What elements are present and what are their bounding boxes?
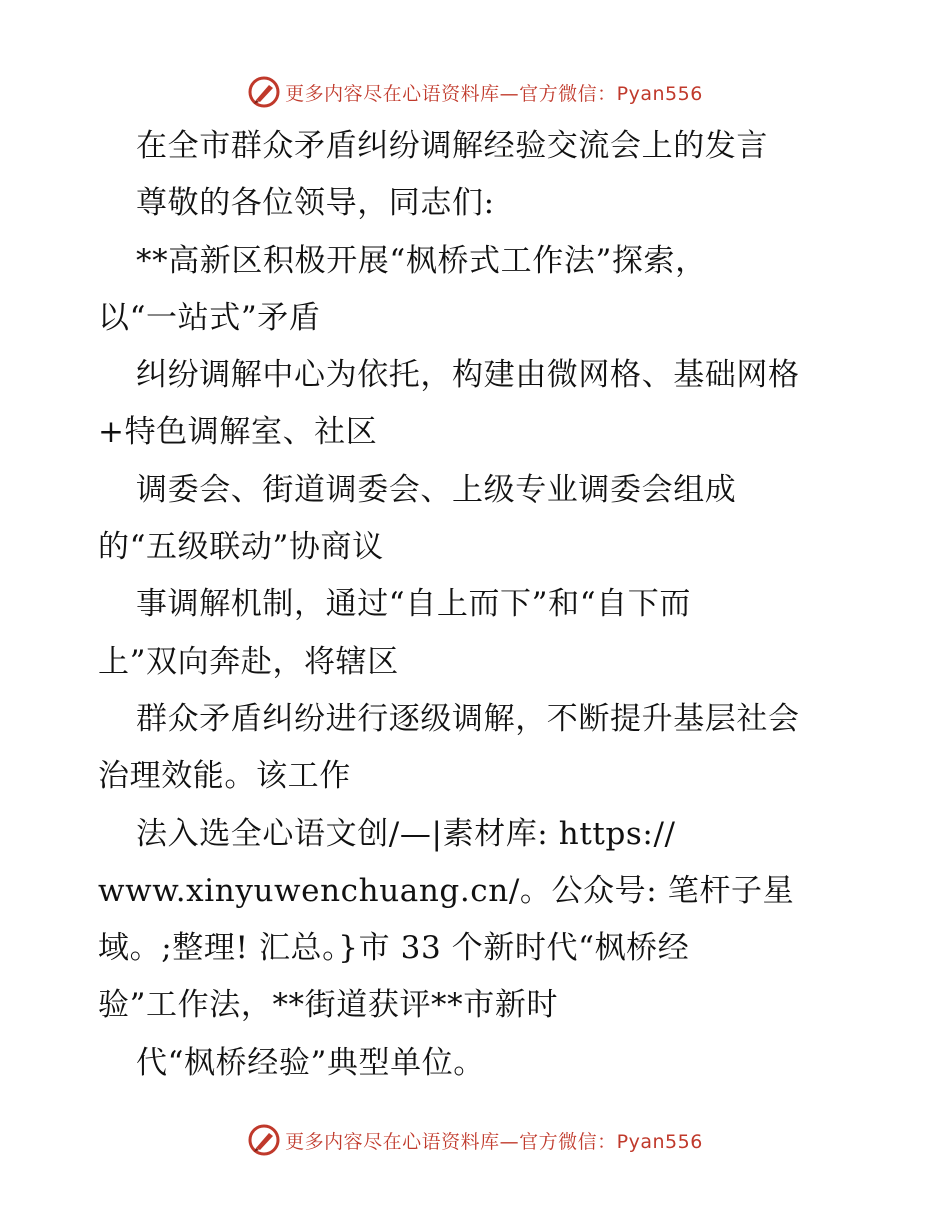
footer-banner: [0, 1120, 950, 1160]
pen-logo-icon: [247, 1123, 281, 1157]
text-line: 代“枫桥经验”典型单位。: [136, 1044, 485, 1081]
text-line: 域。;整理! 汇总。}市 33 个新时代“枫桥经: [98, 930, 690, 967]
pen-logo-icon: [247, 75, 281, 109]
text-line: 事调解机制，通过“自上而下”和“自下而: [136, 586, 691, 623]
text-line: 以“一站式”矛盾: [98, 299, 321, 336]
text-line: 纠纷调解中心为依托，构建由微网格、基础网格: [136, 357, 800, 394]
text-line: 尊敬的各位领导，同志们:: [136, 185, 495, 222]
text-line: 上”双向奔赴，将辖区: [98, 643, 399, 680]
text-line: 调委会、街道调委会、上级专业调委会组成: [136, 471, 737, 508]
banner-text: 更多内容尽在心语资料库—官方微信：Pyan556: [285, 1130, 703, 1153]
text-line: www.xinyuwenchuang.cn/。公众号: 笔杆子星: [98, 872, 795, 909]
header-banner: [0, 72, 950, 112]
text-line: 群众矛盾纠纷进行逐级调解，不断提升基层社会: [136, 700, 800, 737]
text-line: 验”工作法，**街道获评**市新时: [98, 987, 559, 1024]
text-line: 的“五级联动”协商议: [98, 529, 384, 566]
text-line: **高新区积极开展“枫桥式工作法”探索，: [136, 242, 707, 279]
text-line: +特色调解室、社区: [98, 414, 378, 451]
text-line: 治理效能。该工作: [98, 758, 351, 795]
document-body: [98, 118, 858, 1092]
text-line: 在全市群众矛盾纠纷调解经验交流会上的发言: [136, 128, 768, 164]
text-line: 法入选全心语文创/—|素材库: https://: [136, 815, 676, 852]
banner-text: 更多内容尽在心语资料库—官方微信：Pyan556: [285, 82, 703, 105]
